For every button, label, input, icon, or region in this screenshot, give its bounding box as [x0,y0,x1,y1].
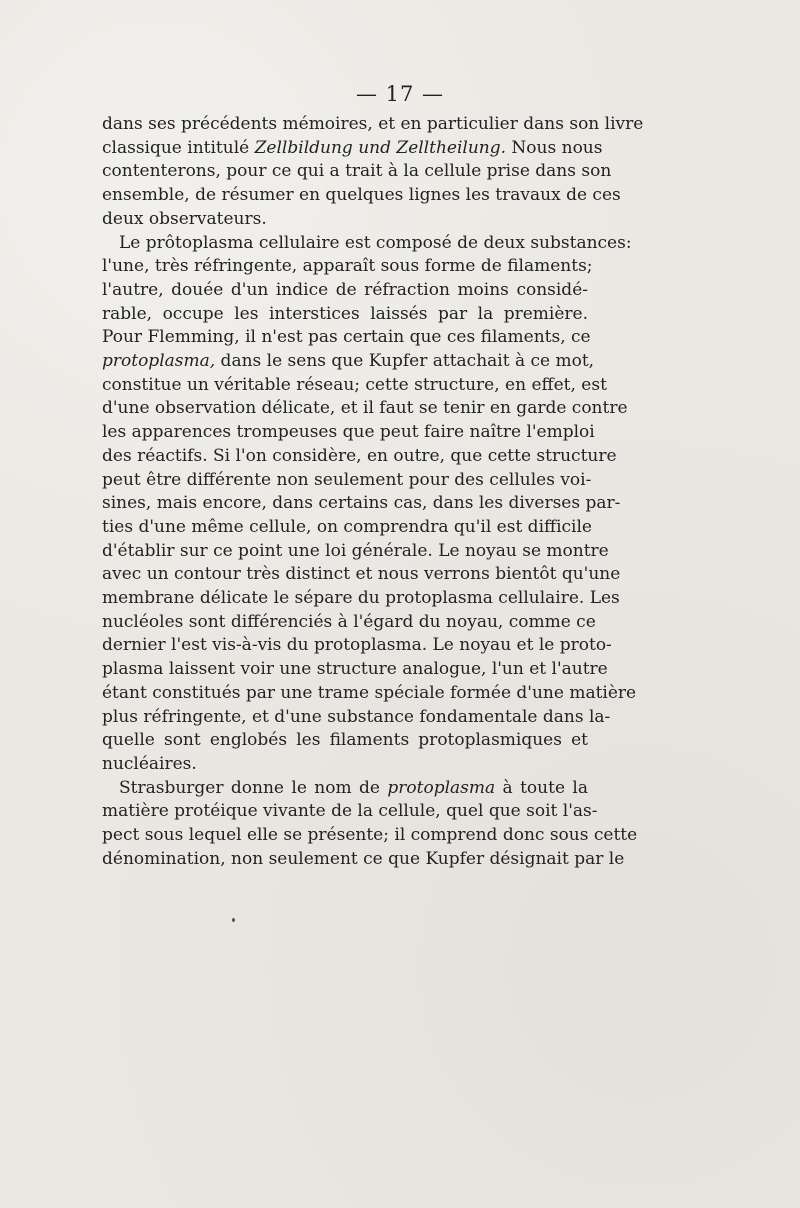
text-line-21: membrane délicate le sépare du protoplasma cellulaire. Les [102,588,620,609]
text-line-32: dénomination, non seulement ce que Kupfer désignait par le [102,848,625,869]
text-line-25: étant constitués par une trame spéciale formée d'une matière [102,682,637,703]
text-line-31: pect sous lequel elle se présente; il comprend donc sous cette [102,825,638,846]
text-line-29 [102,777,588,801]
text-line-3: contenterons, pour ce qui a trait à la cellule prise dans son [102,161,612,182]
text-line-11 [102,350,595,374]
text-line-10: Pour Flemming, il n'est pas certain que ces filaments, ce [102,327,591,348]
text-line-2 [102,137,603,161]
text-line-20: avec un contour très distinct et nous verrons bientôt qu'une [102,564,621,585]
text-line-22: nucléoles sont différenciés à l'égard du noyau, comme ce [102,611,596,632]
text-line-8: l'autre, douée d'un indice de réfraction moins considé- [102,279,588,300]
text-line-6: Le prôtoplasma cellulaire est composé de deux substances: [119,232,632,253]
ink-dot-mark [232,918,235,922]
text-line-28: nucléaires. [102,753,197,774]
text-line-5: deux observateurs. [102,208,267,229]
body-text [102,113,644,872]
text-line-2-suffix: Nous nous [506,137,603,158]
text-line-12: constitue un véritable réseau; cette structure, en effet, est [102,374,607,395]
text-line-24: plasma laissent voir une structure analogue, l'un et l'autre [102,659,608,680]
text-line-7: l'une, très réfringente, apparaît sous forme de filaments; [102,256,593,277]
text-line-15: des réactifs. Si l'on considère, en outre, que cette structure [102,445,617,466]
book-title: Zellbildung und Zelltheilung. [254,137,507,158]
text-line-29-prefix: Strasburger donne le nom de [119,777,388,798]
page-number: — 17 — [355,82,445,106]
text-line-19: d'établir sur ce point une loi générale. Le noyau se montre [102,540,609,561]
protoplasma-term-2: protoplasma [387,777,496,798]
text-line-13: d'une observation délicate, et il faut se tenir en garde contre [102,398,628,419]
text-line-14: les apparences trompeuses que peut faire naître l'emploi [102,422,595,443]
text-line-30: matière protéique vivante de la cellule, quel que soit l'as- [102,801,598,822]
text-line-29-suffix: à toute la [495,777,588,798]
text-line-4: ensemble, de résumer en quelques lignes les travaux de ces [102,185,621,206]
text-line-2-prefix: classique intitulé [102,137,255,158]
text-line-11-suffix: dans le sens que Kupfer attachait à ce mot, [215,351,595,372]
protoplasma-term-1: protoplasma, [102,351,216,372]
text-line-9: rable, occupe les interstices laissés par la première. [102,303,588,324]
text-line-16: peut être différente non seulement pour des cellules voi- [102,469,592,490]
text-line-26: plus réfringente, et d'une substance fondamentale dans la- [102,706,611,727]
text-line-18: ties d'une même cellule, on comprendra qu'il est difficile [102,516,592,537]
text-line-17: sines, mais encore, dans certains cas, dans les diverses par- [102,493,621,514]
text-line-1: dans ses précédents mémoires, et en particulier dans son livre [102,114,644,134]
text-line-27: quelle sont englobés les filaments protoplasmiques et [102,730,588,751]
text-line-23: dernier l'est vis-à-vis du protoplasma. Le noyau et le proto- [102,635,612,656]
